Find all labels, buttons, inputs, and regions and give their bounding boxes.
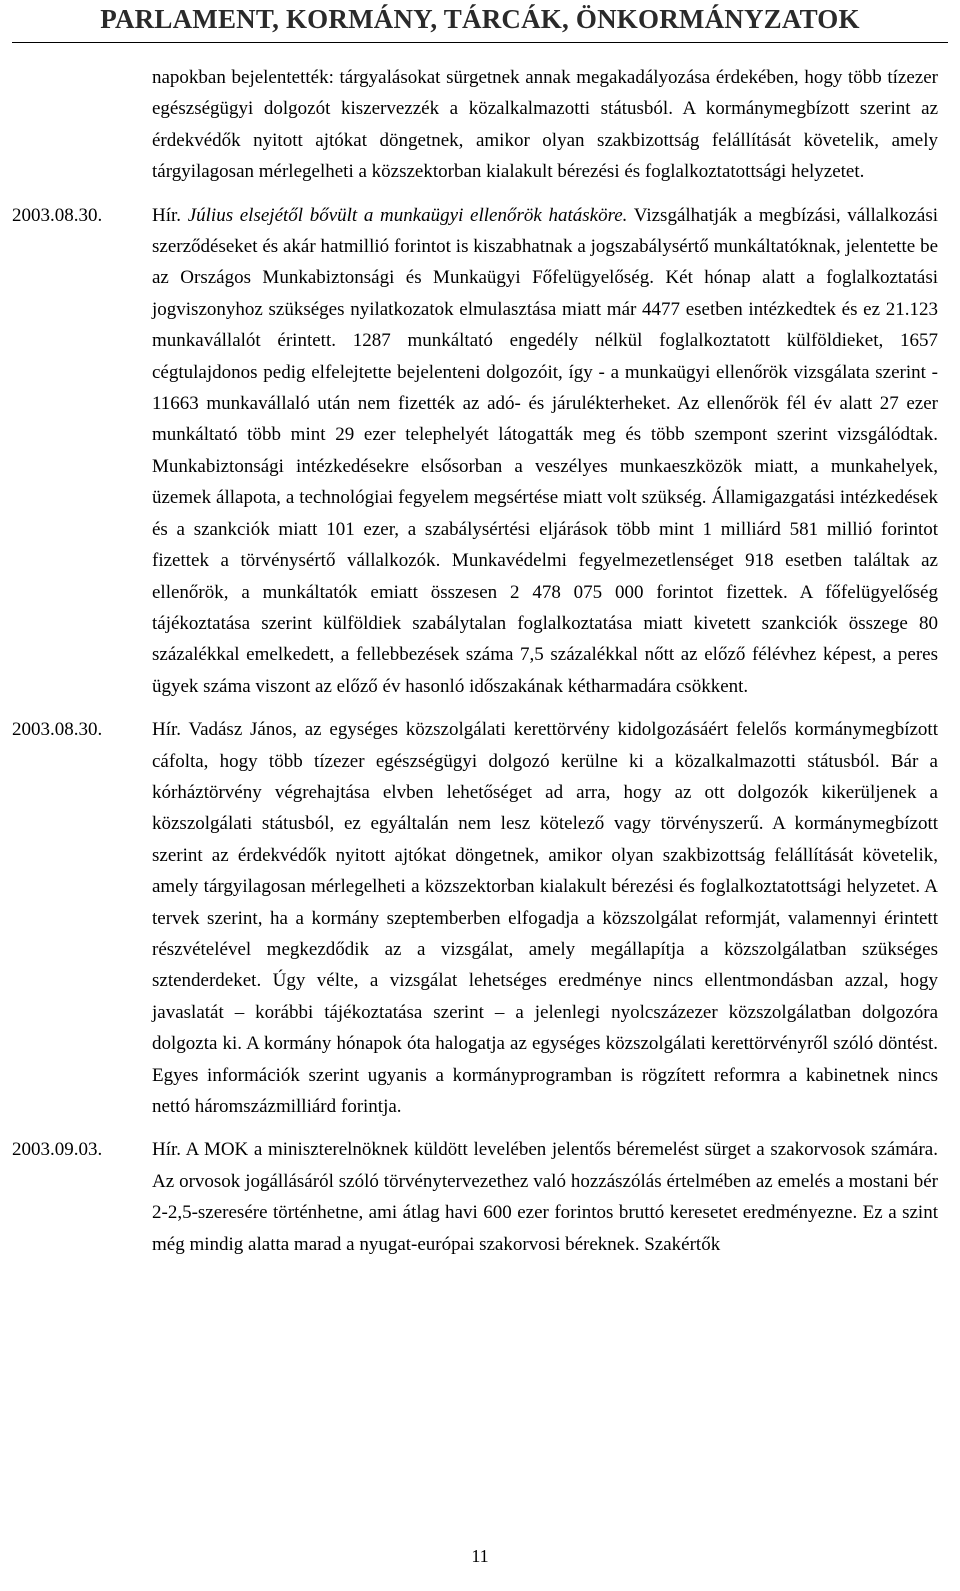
header-title: PARLAMENT, KORMÁNY, TÁRCÁK, ÖNKORMÁNYZATOK <box>100 4 860 34</box>
entry-body <box>152 714 938 1122</box>
entry-lead: Július elsejétől bővült a munkaügyi ellenőrök hatásköre. <box>187 204 628 226</box>
entry-prefix: Hír. <box>152 204 182 226</box>
page-number: 11 <box>471 1546 489 1566</box>
entry-text: Vizsgálhatják a megbízási, vállalkozási szerződéseket és akár hatmillió forintot is kiszabhatnak a jogszabálysértő munkáltatóknak, jelentette be az Országos Munkabiztonsági és Munkaügyi Főfelügyelőség. Két hónap alatt a foglalkoztatási jogviszonyhoz szükséges nyilatkozatok elmulasztása miatt már 4477 esetben intézkedtek és ez 21.123 munkavállalót érintett. 1287 munkáltató engedély nélkül foglalkoztatott külföldieket, 1657 cégtulajdonos pedig elfelejtette bejelenteni dolgozóit, így - a munkaügyi ellenőrök vizsgálata szerint - 11663 munkavállaló után nem fizették az adó- és járulékterheket. Az ellenőrök fél év alatt 27 ezer munkáltató több mint 29 ezer telephelyét látogatták meg és több szempont szerint vizsgálódtak. Munkabiztonsági intézkedésekre elsősorban a veszélyes munkaeszközök miatt, a munkahelyek, üzemek állapota, a technológiai fegyelem megsértése miatt volt szükség. Államigazgatási intézkedések és a szankciók miatt 101 ezer, a szabálysértési eljárások több mint 1 milliárd 581 millió forintot fizettek a törvénysértő vállalkozók. Munkavédelmi fegyelmezetlenséget 918 esetben találtak az ellenőrök, a munkáltatók emiatt összesen 2 478 075 000 forintot fizettek. A főfelügyelőség tájékoztatása szerint külföldiek szabálytalan foglalkoztatása miatt kivetett szankciók összege 80 százalékkal emelkedett, a fellebbezések száma 7,5 százalékkal nőtt az előző félévhez képest, a peres ügyek száma viszont az előző év hasonló időszakának kétharmadára csökkent. <box>152 204 939 697</box>
entry-date: 2003.08.30. <box>12 719 103 741</box>
news-entry-continued <box>0 62 960 188</box>
news-entry <box>0 714 960 1122</box>
entry-body <box>152 200 938 703</box>
header-rule <box>12 42 948 43</box>
entry-text: A MOK a miniszterelnöknek küldött levelében jelentős béremelést sürget a szakorvosok számára. Az orvosok jogállásáról szóló törvénytervezethez való hozzászólás értelmében az emelés a mostani bér 2-2,5-szeresére történhetne, ami átlag havi 600 ezer forintos bruttó keresetet eredményezne. Ez a szint még mindig alatta marad a nyugat-európai szakorvosi béreknek. Szakértők <box>152 1139 938 1255</box>
news-entry <box>0 200 960 703</box>
page-footer <box>0 1546 960 1567</box>
entry-body <box>152 1134 938 1260</box>
news-entry <box>0 1134 960 1260</box>
document-body <box>0 62 960 1260</box>
running-header <box>0 0 960 46</box>
entry-text: Vadász János, az egységes közszolgálati kerettörvény kidolgozásáért felelős kormánymegbízott cáfolta, hogy több tízezer egészségügyi dolgozó kerülne ki a közalkalmazotti státusból. Bár a kórháztörvény végrehajtása elvben lehetőséget ad arra, hogy az ott dolgozók kikerüljenek a közszolgálati státusból, ez egyáltalán nem lesz kötelező vagy törvényszerű. A kormánymegbízott szerint az érdekvédők nyitott ajtókat döngetnek, amikor olyan szakbizottság felállítását követelik, amely tárgyilagosan mérlegelheti a közszektorban kialakult bérezési és foglalkoztatottsági helyzetet. A tervek szerint, ha a kormány szeptemberben elfogadja a közszolgálat reformját, valamennyi érintett részvételével megkezdődik az a vizsgálat, amely megállapítja a közszolgálatban szükséges sztenderdeket. Úgy vélte, a vizsgálat lehetséges eredménye nincs ellentmondásban azzal, hogy javaslatát – korábbi tájékoztatása szerint – a jelenlegi nyolcszázezer közszolgálatban dolgozóra dolgozta ki. A kormány hónapok óta halogatja az egységes közszolgálati kerettörvényről szóló döntést. Egyes információk szerint ugyanis a kormányprogramban is rögzített reformra a kabinetnek nincs nettó háromszázmilliárd forintja. <box>152 719 938 1117</box>
entry-date: 2003.08.30. <box>12 204 103 226</box>
entry-prefix: Hír. <box>152 1139 182 1161</box>
entry-prefix: Hír. <box>152 719 182 741</box>
entry-text: napokban bejelentették: tárgyalásokat sürgetnek annak megakadályozása érdekében, hogy több tízezer egészségügyi dolgozót kiszervezzék a közalkalmazotti státusból. A kormánymegbízott szerint az érdekvédők nyitott ajtókat döngetnek, amikor olyan szakbizottság felállítását követelik, amely tárgyilagosan mérlegelheti a közszektorban kialakult bérezési és foglalkoztatottsági helyzetet. <box>152 67 938 183</box>
entry-date: 2003.09.03. <box>12 1139 103 1161</box>
